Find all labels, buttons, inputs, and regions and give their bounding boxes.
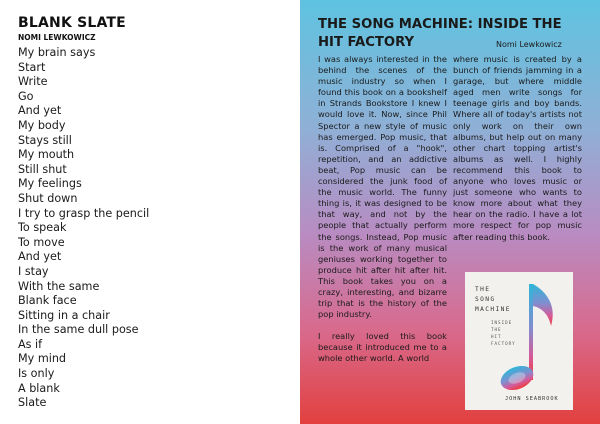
poem-line: With the same: [18, 279, 100, 293]
poem-line: My brain says: [18, 46, 96, 59]
poem-line: And yet: [18, 250, 62, 264]
cover-author: JOHN SEABROOK: [505, 396, 559, 402]
cover-title-line: MACHINE: [475, 306, 511, 313]
poem-line: Write: [18, 75, 48, 89]
poem-title: BLANK SLATE: [18, 15, 126, 31]
poem-line: I stay: [18, 264, 49, 278]
poem-line: In the same dull pose: [18, 323, 139, 337]
review-paragraph: where music is created by a bunch of friends jamming in a garage, but where middle aged men write songs for teenage girls and boy bands. Where all of today's artists not only work on their own albums, but help out on many other chart topping artist's albums as well. I highly recommend this book to anyone who loves music or just someone who wants to know more about what they hear on the radio. I have a lot more respect for pop music after reading this book.: [453, 54, 582, 242]
book-cover: [465, 272, 573, 410]
poem-line: As if: [18, 337, 43, 351]
poem-line: To speak: [18, 221, 67, 235]
poem-line: Still shut: [18, 162, 67, 176]
cover-subtitle: THE: [491, 327, 502, 332]
review-author: Nomi Lewkowicz: [496, 40, 562, 49]
poem-line: A blank: [18, 381, 60, 395]
review-title: THE SONG MACHINE: INSIDE THE HIT FACTORY: [318, 17, 562, 50]
poem-line: My body: [18, 118, 66, 132]
cover-subtitle: INSIDE: [491, 320, 513, 325]
poem-line: I try to grasp the pencil: [18, 206, 150, 220]
cover-title-line: SONG: [475, 296, 496, 303]
poem-line: And yet: [18, 104, 62, 118]
poem-line: To move: [18, 235, 65, 249]
poem-line: My feelings: [18, 177, 82, 191]
poem-line: Stays still: [18, 133, 72, 147]
review-paragraph: I really loved this book because it introduced me to a whole other world. A world: [318, 331, 447, 364]
review-column-2: [453, 54, 582, 243]
review-paragraph: I was always interested in the behind the scenes of the music industry so when I found this book on a bookshelf in Strands Bookstore I knew I would love it. Now, since Phil Spector a new style of music has emerged. Pop music, that is. Comprised of a "hook", repetition, and an addictive beat, Pop music can be considered the junk food of the music world. The funny thing is, it was designed to be that way, and not by the people that actually perform the songs. Instead, Pop music is the work of many musical geniuses working together to produce hit after hit after hit. This book takes you on a crazy, interesting, and bizarre trip that is the history of the pop industry.: [318, 54, 447, 320]
review-column-1: [318, 54, 447, 365]
poem-author: NOMI LEWKOWICZ: [18, 33, 96, 42]
poem-lines: [18, 46, 149, 411]
poem-line: Start: [18, 60, 46, 74]
poem-line: Shut down: [18, 191, 78, 205]
right-page: [300, 0, 600, 424]
poem-line: Go: [18, 89, 34, 103]
cover-title-line: THE: [475, 286, 491, 293]
poem-line: Is only: [18, 367, 55, 381]
poem-line: My mind: [18, 352, 67, 366]
poem-line: Blank face: [18, 294, 77, 308]
poem-line: My mouth: [18, 148, 75, 162]
cover-subtitle: FACTORY: [491, 341, 516, 346]
poem-line: Sitting in a chair: [18, 308, 110, 322]
cover-subtitle: HIT: [491, 334, 502, 339]
poem-line: Slate: [18, 396, 47, 410]
